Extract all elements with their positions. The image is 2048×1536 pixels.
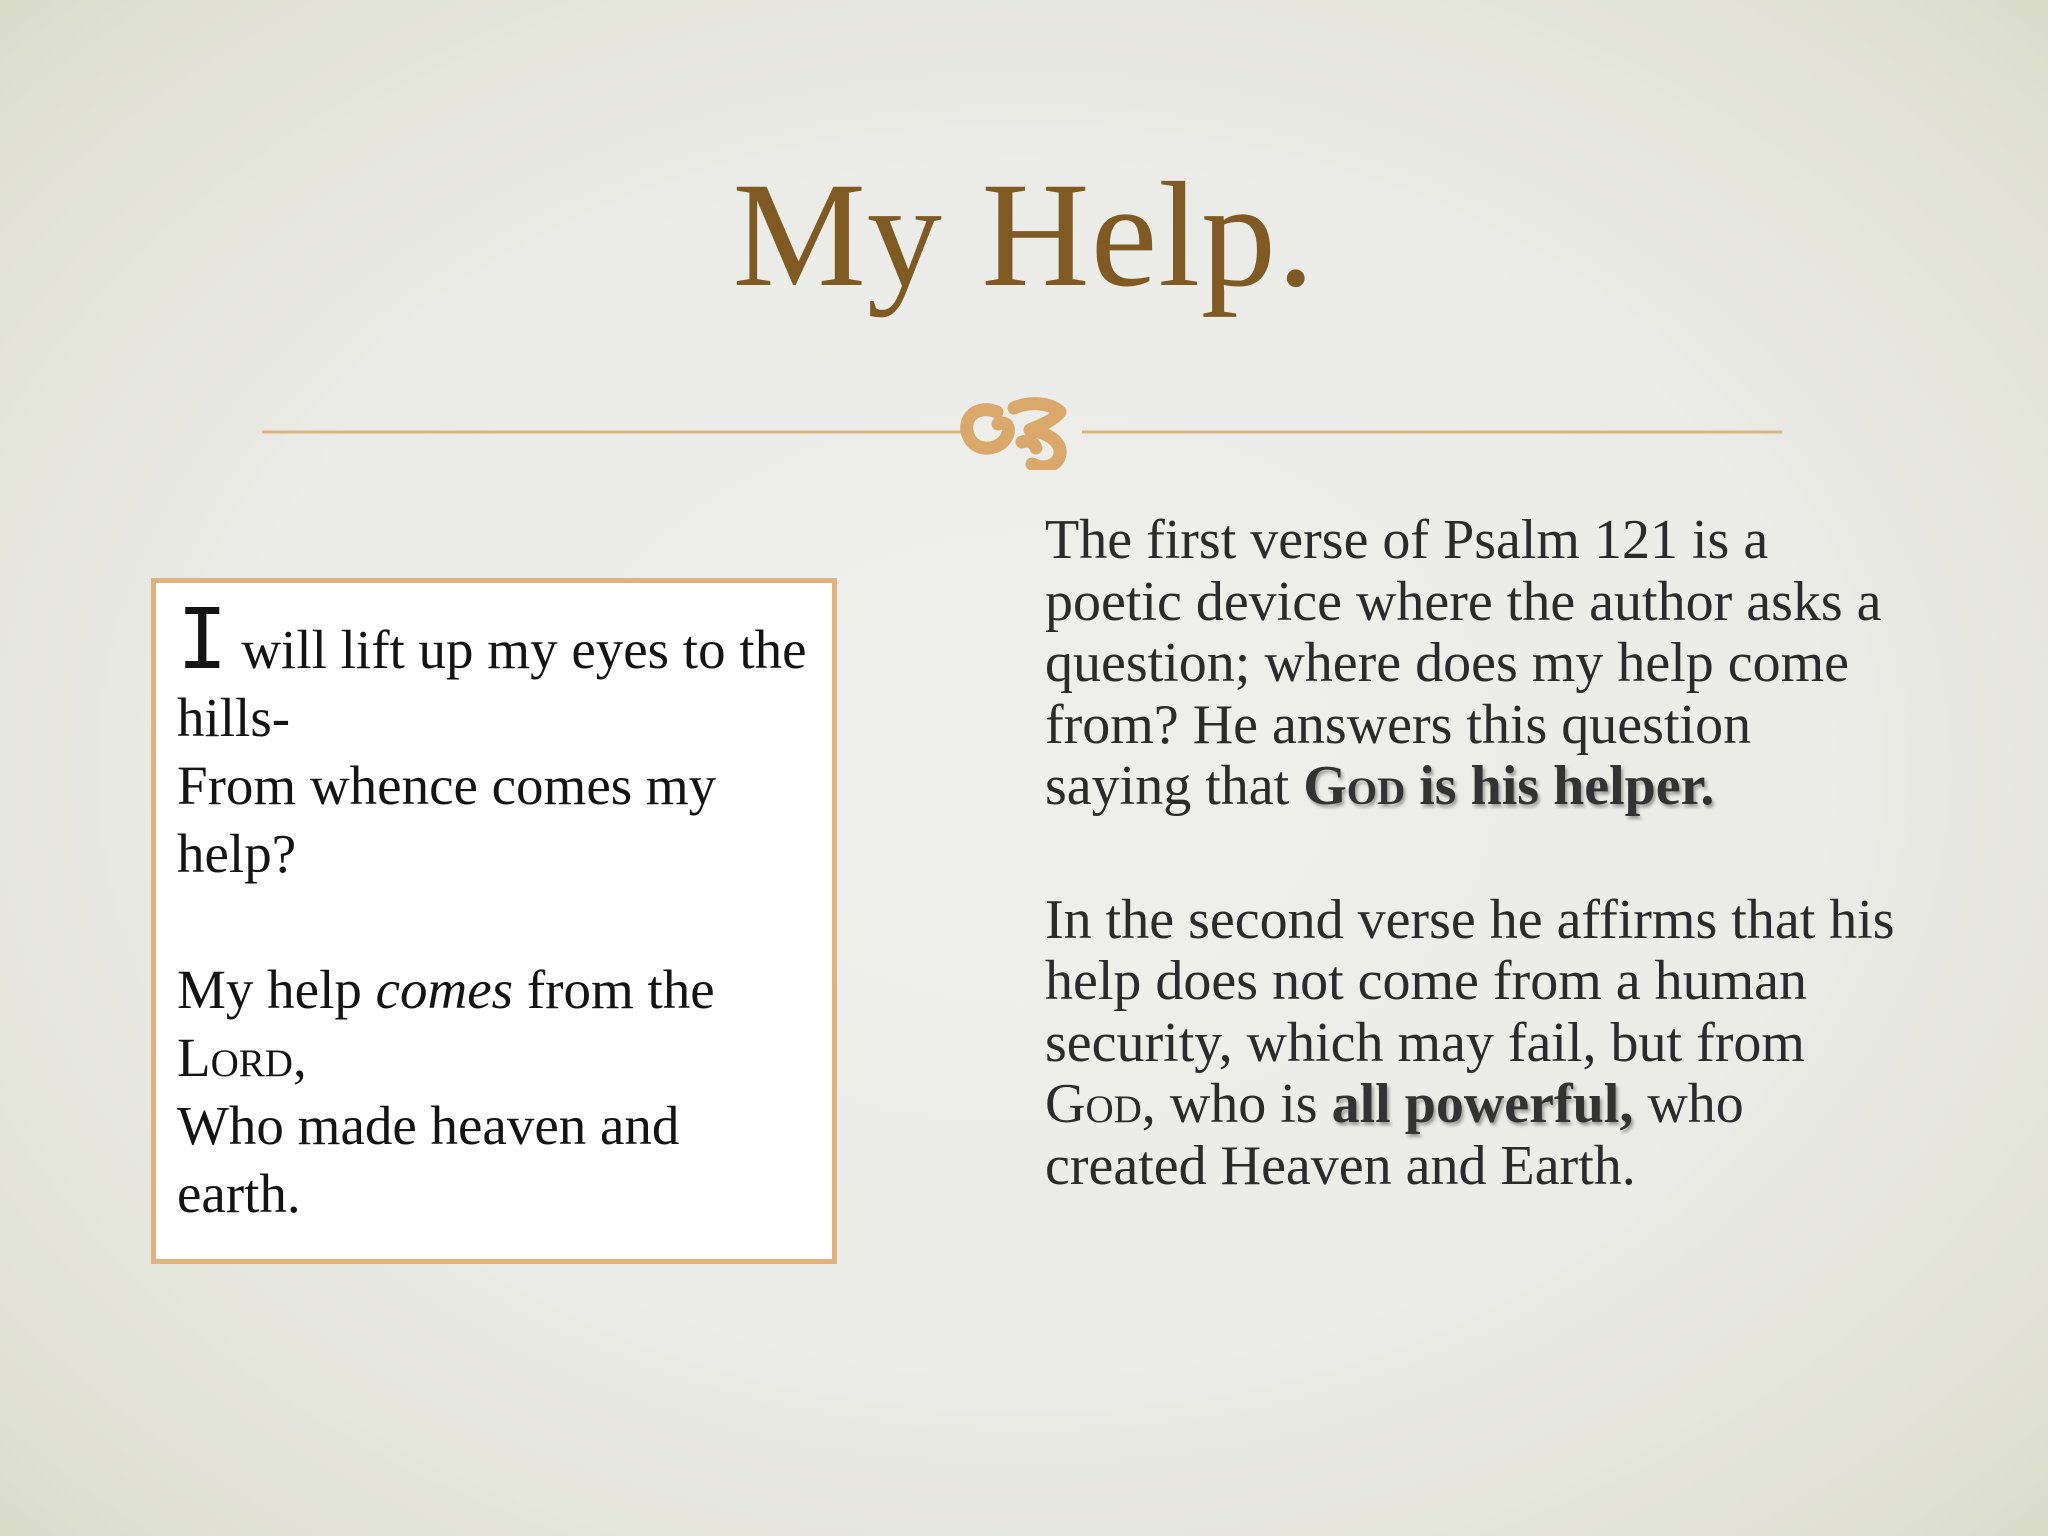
- commentary-p2-text-c: who created Heaven and Earth.: [1045, 1073, 1744, 1197]
- title-divider: [262, 390, 1782, 470]
- verse-line-3-end: ,: [292, 1027, 307, 1088]
- verse-line-4: Who made heaven and earth.: [177, 1095, 680, 1224]
- verse-line-3: [177, 956, 812, 1092]
- commentary-paragraph-1: [1045, 510, 1905, 818]
- commentary-p2-god: God: [1045, 1073, 1142, 1135]
- commentary-p1-text: The first verse of Psalm 121 is a poetic device where the author asks a question; where does my help come from? He answers this question saying that: [1045, 509, 1882, 817]
- ornamental-swirl-icon: [967, 404, 1060, 467]
- commentary-p2-text-b: , who is: [1141, 1073, 1332, 1135]
- commentary-p1-god: God: [1303, 755, 1406, 817]
- slide-title: My Help.: [732, 152, 1316, 318]
- verse-stanza-gap: [177, 888, 812, 956]
- commentary-p1-emphasis: is his helper.: [1405, 755, 1715, 817]
- verse-line-3-mid: from the: [513, 959, 715, 1020]
- verse-line-1: [177, 590, 812, 752]
- verse-italic-word: comes: [375, 959, 514, 1020]
- verse-line-1-text: will lift up my eyes to the hills-: [177, 619, 807, 748]
- verse-line-2: From whence comes my help?: [177, 755, 717, 884]
- commentary-text: [1045, 510, 1905, 1197]
- commentary-p2-text-a: In the second verse he affirms that his help does not come from a human security, which may fail, but from: [1045, 888, 1895, 1074]
- commentary-paragraph-2: [1045, 890, 1905, 1198]
- verse-dropcap: I: [177, 590, 228, 688]
- verse-lord: Lord: [177, 1027, 293, 1088]
- scripture-verse-box: [151, 578, 837, 1264]
- verse-line-3-start: My help: [177, 959, 376, 1020]
- commentary-p2-emphasis: all powerful,: [1331, 1073, 1634, 1135]
